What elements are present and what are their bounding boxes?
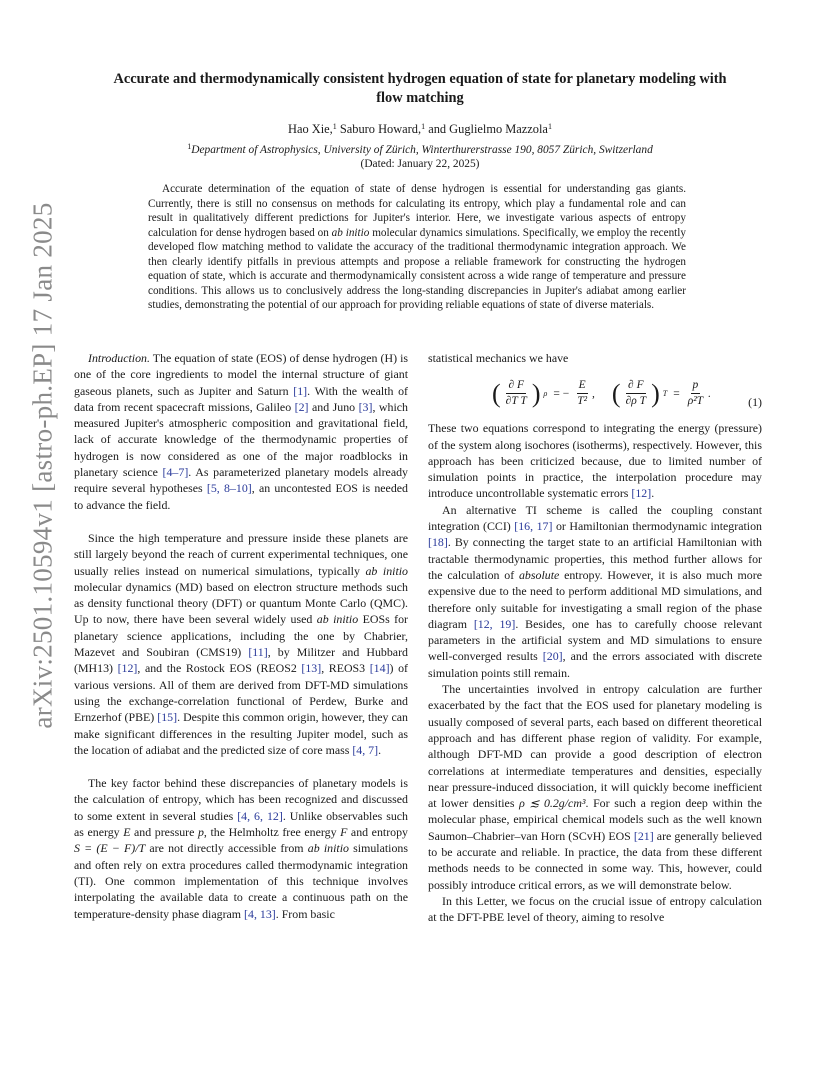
citation-link[interactable]: [16, 17] — [514, 519, 553, 534]
paragraph-simulations: Since the high temperature and pressure inside these planets are still largely beyond the reach of current experimental techniques, one usually relies instead on numerical simulations, typically ab initio molecular dynamics (MD) based on electron structure methods such as density functional theory (DFT) or quantum Monte Carlo (QMC). Up to now, there have been several widely used ab initio EOSs for planetary science applications, including the one by Chabrier, Mazevet and Soubiran (CMS19) [11], by Militzer and Hubbard (MH13) [12], and the Rostock EOS (REOS2 [13], REOS3 [14]) of various versions. All of them are derived from DFT-MD simulations using the exchange-correlation functional of Perdew, Burke and Ernzerhof (PBE) [15]. Despite this common origin, however, they can make significant differences in the resulting Jupiter model, such as the location of adiabat and the predicted size of core mass [4, 7]. — [74, 530, 408, 757]
citation-link[interactable]: [3] — [358, 399, 373, 414]
paragraph-uncertainties: The uncertainties involved in entropy calculation are further exacerbated by the fact that the EOS used for planetary modeling is usually composed of several parts, each based on different theoretical approach and has different phase region of validity. For example, although DFT-MD can provide a good description of electron correlations at intermediate temperatures and densities, especially near pressure-induced dissociation, it will quickly become inefficient at lower densities ρ ≲ 0.2g/cm³. For such a region deep within the molecular phase, empirical chemical models such as the well known Saumon–Chabrier–van Horn (SCvH) EOS [21] are generally believed to be accurate and reliable. In practice, the data from these different methods needs to be connected in some way. This, however, could possibly introduce critical errors, as we will demonstrate below. — [428, 682, 762, 892]
citation-link[interactable]: [11] — [248, 645, 268, 660]
arxiv-identifier-sidebar — [22, 201, 64, 729]
arxiv-identifier-text: arXiv:2501.10594v1 [astro-ph.EP] 17 Jan 2025 — [27, 201, 58, 729]
citation-link[interactable]: [5, 8–10] — [206, 481, 252, 496]
author-list: Hao Xie,$^1$ Saburo Howard,$^1$ and Guglielmo Mazzola$^1$ — [288, 122, 552, 136]
left-column — [74, 350, 408, 922]
citation-link[interactable]: [2] — [294, 399, 309, 414]
right-column — [428, 350, 762, 926]
paragraph-cci: An alternative TI scheme is called the coupling constant integration (CCI) [16, 17] or Hamiltonian thermodynamic integration [18]. By connecting the target state to an artificial Hamiltonian with tractable thermodynamic properties, this method further allows for the calculation of absolute entropy. However, it is also much more expensive due to the need to perform additional MD simulations, and therefore only suitable for investigating a small region of the phase diagram [12, 19]. Besides, one has to carefully choose relevant parameters in the artificial system and MD simulations to ensure well-converged results [20], and the errors associated with discrete simulation points still remain. — [428, 502, 763, 680]
author-1: Hao Xie, — [288, 122, 333, 136]
citation-link[interactable]: [4, 7] — [352, 742, 379, 757]
citation-link[interactable]: [15] — [157, 710, 178, 725]
citation-link[interactable]: [13] — [301, 661, 322, 676]
author-3: and Guglielmo Mazzola — [425, 122, 548, 136]
affiliation-text: Department of Astrophysics, University of Zürich, Winterthurerstrasse 190, 8057 Zürich, Switzerland — [191, 144, 653, 156]
citation-link[interactable]: [20] — [542, 649, 563, 664]
paragraph-introduction: Introduction. The equation of state (EOS) of dense hydrogen (H) is one of the core ingredients to model the internal structure of giant gaseous planets, such as Jupiter and Saturn [1]. With the wealth of data from recent spacecraft missions, Galileo [2] and Juno [3], which measured Jupiter's atmospheric composition and gravitational field, lack of accurate knowledge of the thermodynamic properties of hydrogen is now considered as one of the major roadblocks in planetary science [4–7]. As parameterized planetary models already require several hypotheses [5, 8–10], an uncontested EOS is needed to advance the field. — [74, 351, 408, 512]
citation-link[interactable]: [4–7] — [162, 465, 189, 480]
abstract: Accurate determination of the equation of state of dense hydrogen is essential for understanding gas giants. Currently, there is still no consensus on methods for calculating its entropy, which play a fundamental role and can result in qualitatively different predictions for Jupiter's interior. Here, we investigate various aspects of entropy calculation for dense hydrogen based on ab initio molecular dynamics simulations. Specifically, we employ the recently developed flow matching method to validate the accuracy of the traditional thermodynamic integration approach. We then clearly identify pitfalls in previous attempts and propose a reliable framework for constructing the hydrogen equation of state, which is accurate and thermodynamically consistent across a wide range of temperature and pressure conditions. This allows us to conclusively address the long-standing discrepancies in Jupiter's adiabat among earlier studies, demonstrating the potential of our approach for providing reliable equations of state of diverse materials. — [148, 183, 686, 311]
citation-link[interactable]: [12, 19] — [473, 616, 516, 631]
paragraph-interpolation: These two equations correspond to integrating the energy (pressure) of the system along isochores (isotherms), respectively. However, this approach has been criticized because, due to limited number of simulation points in practice, the interpolation procedure may introduce uncontrollable systematic errors [12]. — [428, 421, 762, 501]
equation-number: (1) — [748, 395, 762, 410]
citation-link[interactable]: [12] — [631, 486, 652, 501]
paragraph-this-letter: In this Letter, we focus on the crucial issue of entropy calculation at the DFT-PBE level of theory, aiming to resolve — [428, 893, 762, 925]
citation-link[interactable]: [12] — [117, 661, 138, 676]
citation-link[interactable]: [21] — [633, 828, 654, 843]
title-line-2: flow matching — [376, 90, 464, 106]
equation-1: ( $\frac{\partial F}{\text{∂T T}}$ ) ρ = − $\frac{E}{\text{T²}}$ , ( $\frac{\partial F}{\text{∂ρ T}}$ ) T = $\frac{p}{\text{ρ²T}}$ . (1) — [492, 378, 762, 410]
citation-link[interactable]: [14] — [369, 661, 390, 676]
citation-link[interactable]: [4, 13] — [244, 906, 276, 921]
author-2: Saburo Howard, — [336, 122, 422, 136]
equation-intro: statistical mechanics we have — [428, 351, 569, 365]
citation-link[interactable]: [18] — [428, 535, 448, 550]
title-line-1: Accurate and thermodynamically consistent hydrogen equation of state for planetary modeling with — [113, 71, 727, 87]
affiliation: $^1$Department of Astrophysics, University of Zürich, Winterthurerstrasse 190, 8057 Zürich, Switzerland — [187, 142, 653, 156]
citation-link[interactable]: [1] — [293, 383, 308, 398]
paragraph-entropy: The key factor behind these discrepancies of planetary models is the calculation of entropy, which has been recognized and discussed to some extent in several studies [4, 6, 12]. Unlike observables such as energy E and pressure p, the Helmholtz free energy F and entropy S = (E − F)/T are not directly accessible from ab initio simulations and often rely on extra procedures called thermodynamic integration (TI). One common implementation of this technique involves interpolating the available data to create a continuous path on the temperature-density phase diagram [4, 13]. From basic — [74, 776, 409, 921]
citation-link[interactable]: [4, 6, 12] — [237, 808, 283, 823]
date-line: (Dated: January 22, 2025) — [360, 158, 480, 170]
paper-title — [70, 70, 770, 108]
